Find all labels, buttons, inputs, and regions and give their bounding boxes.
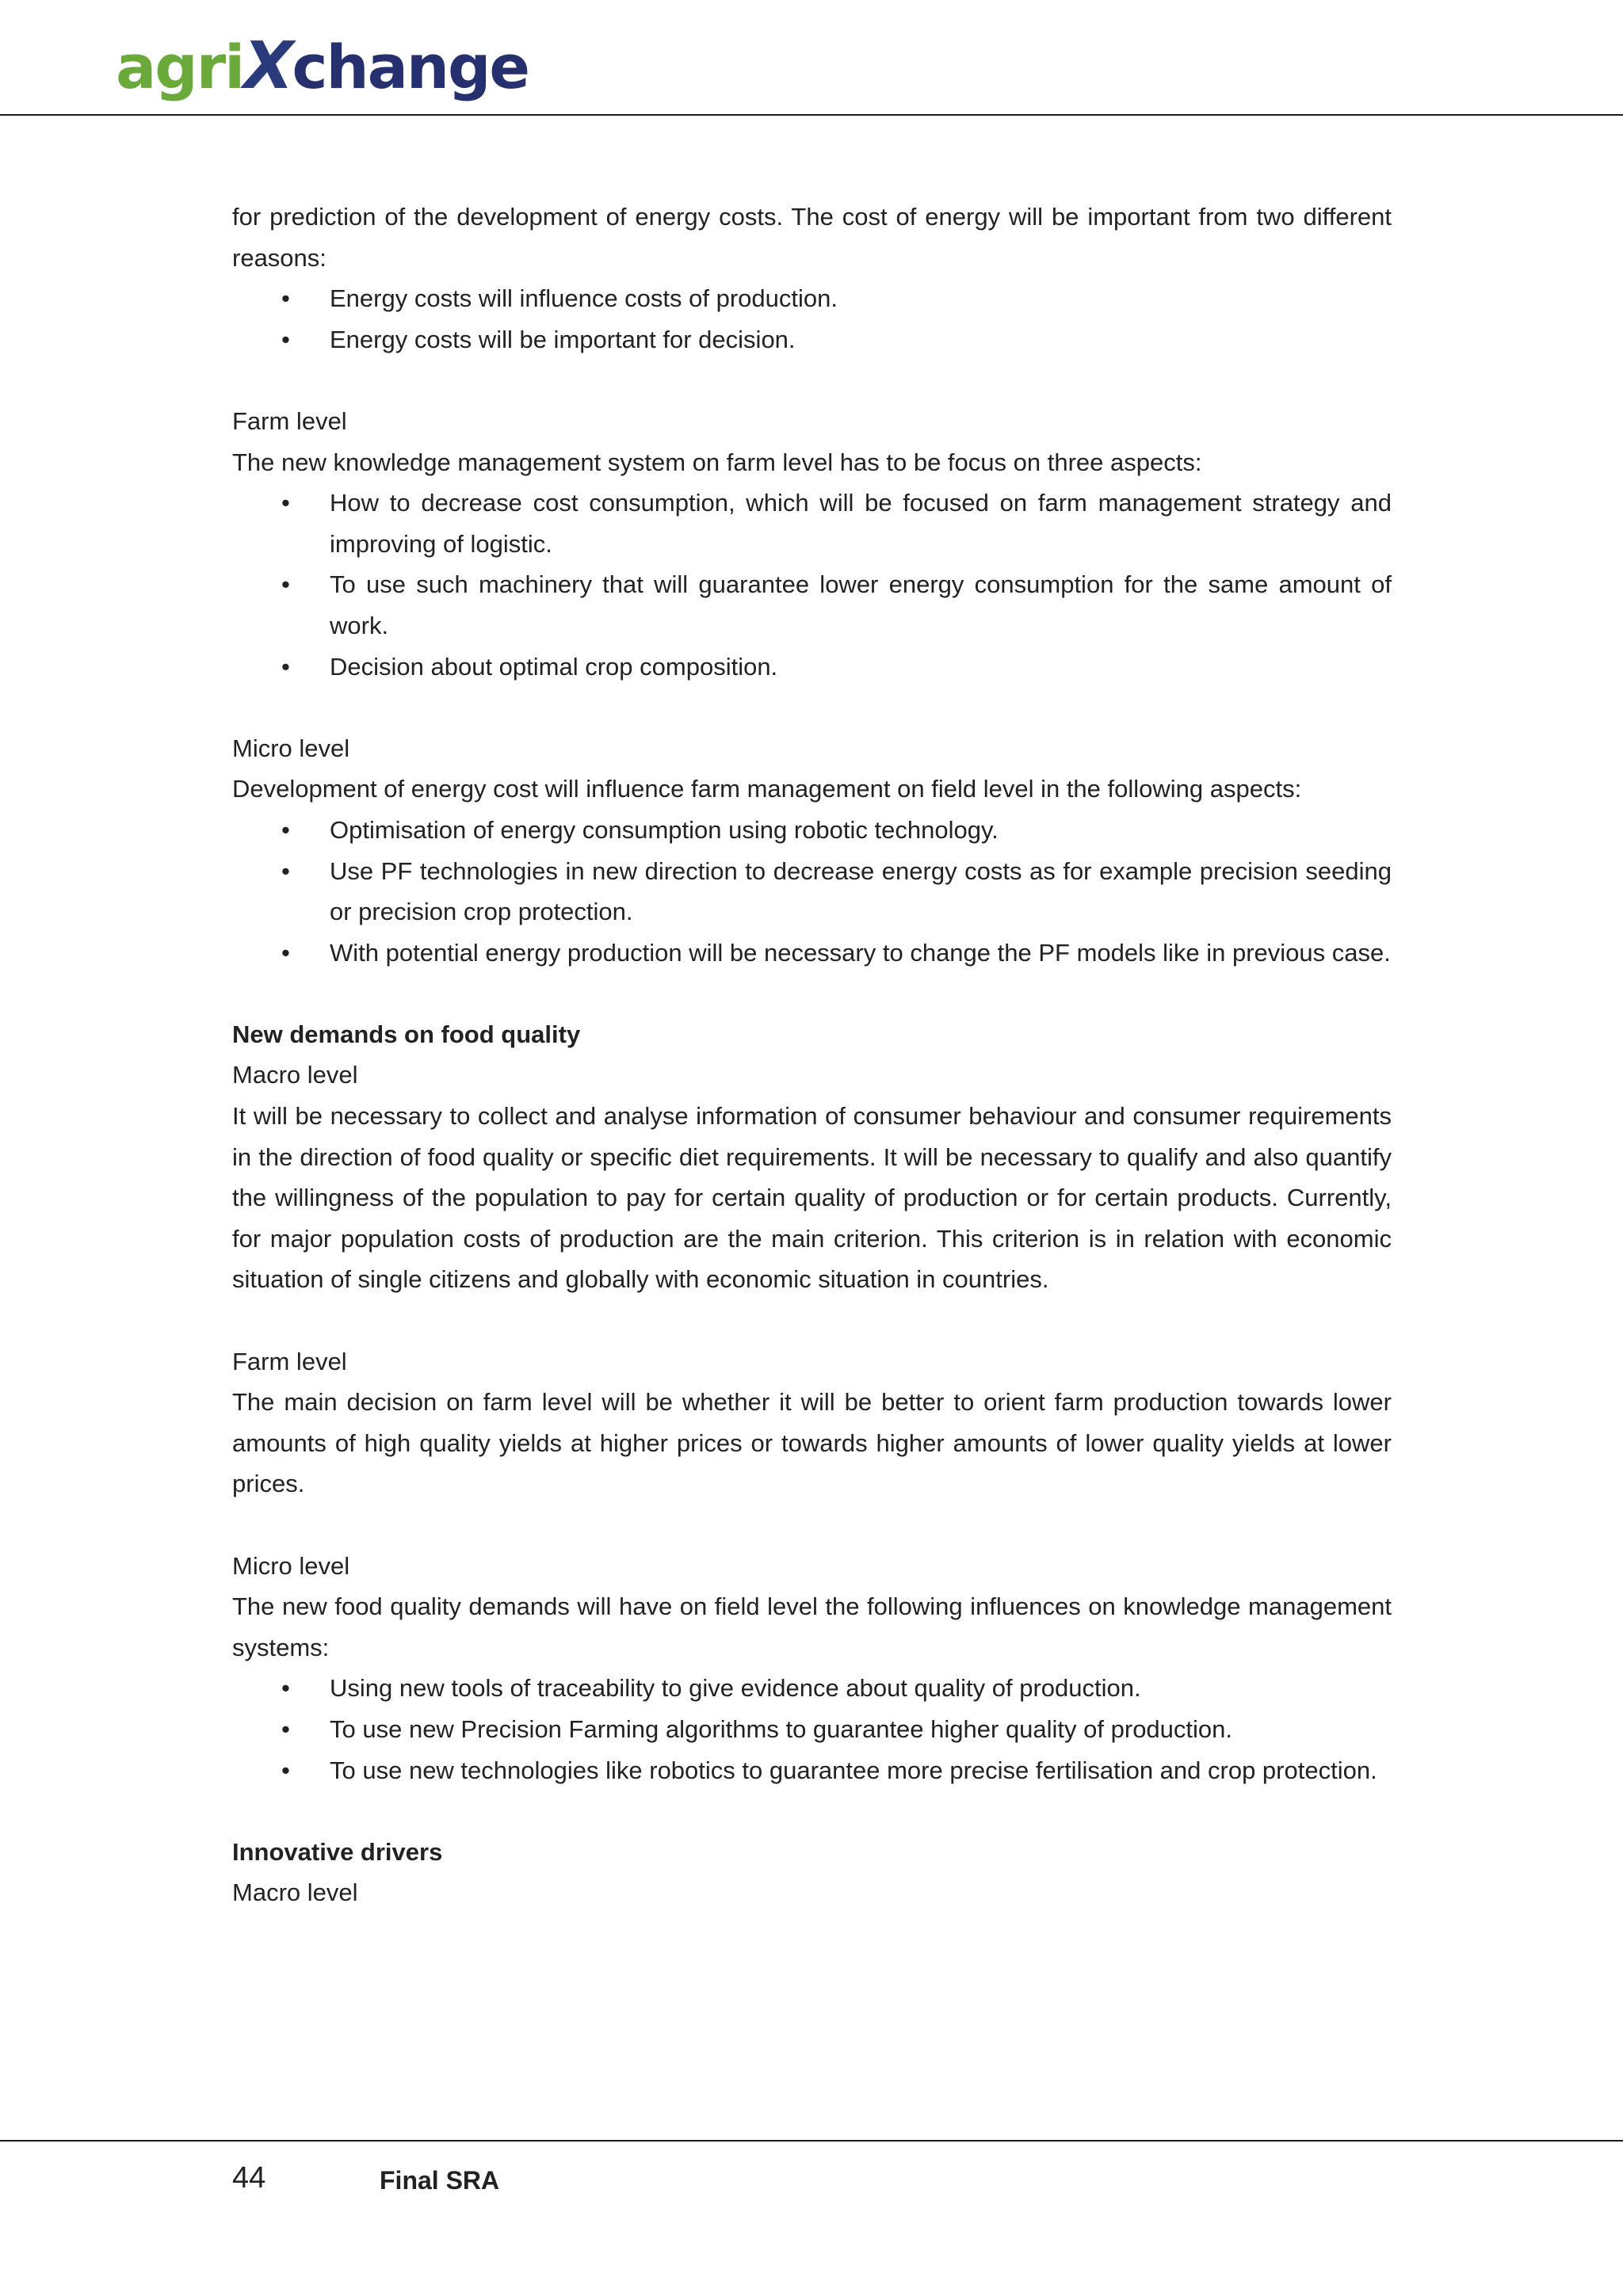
paragraph-spacer xyxy=(232,360,1392,401)
bullet-icon: • xyxy=(281,1714,290,1743)
bullet-icon: • xyxy=(281,815,290,844)
bullet-icon: • xyxy=(281,856,290,885)
page-number: 44 xyxy=(232,2161,266,2195)
bullet-icon: • xyxy=(281,652,290,681)
energy-farm-bullet-list xyxy=(232,482,1392,687)
energy-farm-level-label: Farm level xyxy=(232,406,347,435)
list-item-text: Energy costs will influence costs of production. xyxy=(330,284,838,313)
footer-document-title: Final SRA xyxy=(380,2166,500,2195)
list-item-text: Using new tools of traceability to give evidence about quality of production. xyxy=(330,1674,1141,1703)
list-item-text: To use new Precision Farming algorithms to guarantee higher quality of production. xyxy=(330,1714,1233,1743)
list-item xyxy=(232,1750,1392,1791)
energy-micro-bullet-list xyxy=(232,810,1392,973)
energy-micro-level-text: Development of energy cost will influence farm management on field level in the following aspects: xyxy=(232,775,1302,803)
paragraph-spacer xyxy=(232,1791,1392,1832)
list-item-text: To use such machinery that will guarantee lower energy consumption for the same amount of work. xyxy=(330,570,1392,639)
list-item xyxy=(232,646,1392,688)
food-macro-level-label: Macro level xyxy=(232,1061,358,1089)
paragraph-spacer xyxy=(232,1505,1392,1546)
list-item xyxy=(232,810,1392,851)
innovative-macro-level-label: Macro level xyxy=(232,1878,358,1907)
bullet-icon: • xyxy=(281,284,290,313)
list-item xyxy=(232,278,1392,319)
list-item-text: With potential energy production will be necessary to change the PF models like in previous case. xyxy=(330,938,1391,967)
document-body xyxy=(232,196,1392,1913)
footer-divider xyxy=(0,2140,1623,2142)
paragraph-spacer xyxy=(232,973,1392,1014)
list-item-text: Energy costs will be important for decision. xyxy=(330,325,796,353)
logo-part-x: X xyxy=(243,29,292,104)
list-item-text: How to decrease cost consumption, which will be focused on farm management strategy and improving of logistic. xyxy=(330,489,1392,558)
logo-part-change: change xyxy=(292,32,529,102)
list-item-text: Decision about optimal crop composition. xyxy=(330,652,778,681)
list-item-text: To use new technologies like robotics to guarantee more precise fertilisation and crop protection. xyxy=(330,1756,1377,1784)
energy-farm-level-text: The new knowledge management system on farm level has to be focus on three aspects: xyxy=(232,448,1202,476)
intro-paragraph: for prediction of the development of energy costs. The cost of energy will be important from two different reasons: xyxy=(232,203,1392,272)
list-item xyxy=(232,851,1392,933)
paragraph-spacer xyxy=(232,687,1392,728)
list-item xyxy=(232,564,1392,646)
agrixchange-logo xyxy=(116,27,529,106)
list-item xyxy=(232,319,1392,360)
logo-part-agri: agri xyxy=(116,32,244,102)
food-farm-level-text: The main decision on farm level will be whether it will be better to orient farm production towards lower amounts of high quality yields at higher prices or towards higher amounts of lower quality yields at lower prices. xyxy=(232,1388,1392,1498)
food-quality-heading: New demands on food quality xyxy=(232,1020,581,1048)
energy-micro-level-label: Micro level xyxy=(232,734,350,762)
bullet-icon: • xyxy=(281,570,290,599)
bullet-icon: • xyxy=(281,1674,290,1703)
list-item xyxy=(232,1668,1392,1709)
food-micro-level-label: Micro level xyxy=(232,1551,350,1580)
bullet-icon: • xyxy=(281,1756,290,1784)
intro-bullet-list xyxy=(232,278,1392,360)
food-macro-level-text: It will be necessary to collect and analyse information of consumer behaviour and consumer requirements in the direction of food quality or specific diet requirements. It will be necessary to qualify and also quantify the willingness of the population to pay for certain quality of production or for certain products. Currently, for major population costs of production are the main criterion. This criterion is in relation with economic situation of single citizens and globally with economic situation in countries. xyxy=(232,1102,1392,1294)
bullet-icon: • xyxy=(281,489,290,517)
food-farm-level-label: Farm level xyxy=(232,1347,347,1375)
list-item xyxy=(232,1709,1392,1750)
paragraph-spacer xyxy=(232,1300,1392,1341)
food-micro-bullet-list xyxy=(232,1668,1392,1791)
food-micro-level-text: The new food quality demands will have on field level the following influences on knowledge management systems: xyxy=(232,1592,1392,1661)
page-header xyxy=(0,0,1623,116)
list-item xyxy=(232,482,1392,564)
bullet-icon: • xyxy=(281,938,290,967)
bullet-icon: • xyxy=(281,325,290,353)
list-item xyxy=(232,933,1392,974)
innovative-drivers-heading: Innovative drivers xyxy=(232,1837,443,1866)
list-item-text: Optimisation of energy consumption using robotic technology. xyxy=(330,815,999,844)
list-item-text: Use PF technologies in new direction to decrease energy costs as for example precision seeding or precision crop protection. xyxy=(330,856,1392,926)
